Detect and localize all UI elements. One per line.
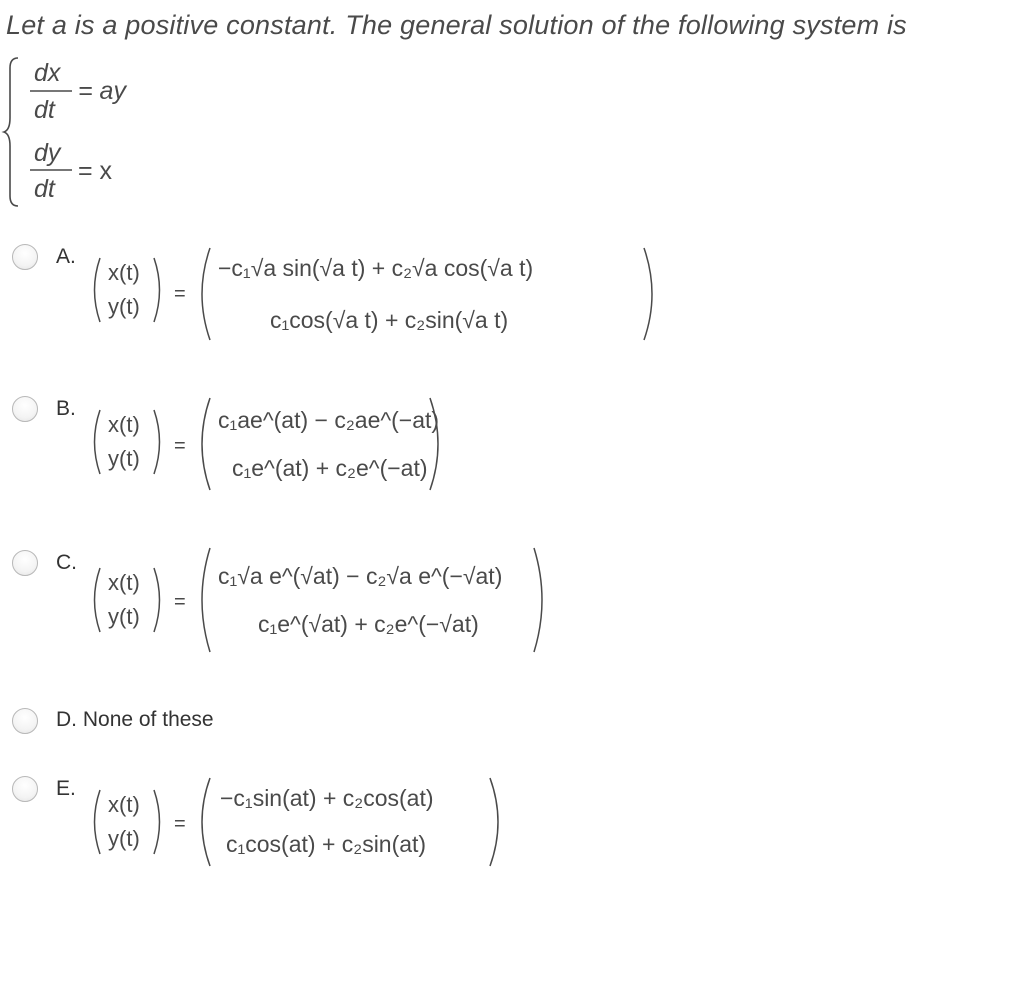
eq1-numerator: dx	[34, 59, 61, 87]
option-c-radio[interactable]	[12, 550, 38, 576]
ode-system	[4, 54, 184, 210]
option-b-y: y(t)	[108, 446, 140, 471]
option-a-x: x(t)	[108, 260, 140, 285]
question-prompt: Let a is a positive constant. The general solution of the following system is	[6, 10, 907, 40]
option-e-row2: c₁cos(at) + c₂sin(at)	[226, 831, 427, 857]
option-e-radio[interactable]	[12, 776, 38, 802]
eq2-denominator: dt	[34, 175, 55, 203]
option-a-radio[interactable]	[12, 244, 38, 270]
option-d-letter: D.	[56, 708, 77, 731]
system-brace	[4, 58, 18, 206]
option-c-letter: C.	[56, 551, 77, 574]
eq1-rhs: = ay	[78, 77, 126, 105]
eq1-denominator: dt	[34, 96, 55, 124]
option-c-y: y(t)	[108, 604, 140, 629]
option-a-y: y(t)	[108, 294, 140, 319]
option-b-equals: =	[174, 435, 186, 457]
option-b-letter: B.	[56, 397, 76, 420]
option-b-radio[interactable]	[12, 396, 38, 422]
option-b-row1: c₁ae^(at) − c₂ae^(−at)	[218, 407, 440, 433]
option-c-equals: =	[174, 591, 186, 613]
option-a-letter: A.	[56, 245, 76, 268]
option-c-row1: c₁√a e^(√at) − c₂√a e^(−√at)	[218, 563, 503, 589]
option-e-equals: =	[174, 813, 186, 835]
option-b-row2: c₁e^(at) + c₂e^(−at)	[232, 455, 428, 481]
equation-1	[30, 59, 127, 124]
option-e-y: y(t)	[108, 826, 140, 851]
option-d-label	[56, 708, 214, 732]
option-a-row2: c₁cos(√a t) + c₂sin(√a t)	[270, 307, 509, 333]
option-b-math	[86, 392, 466, 505]
option-e-row1: −c₁sin(at) + c₂cos(at)	[220, 785, 434, 811]
option-c-math	[86, 546, 566, 661]
option-a-math	[86, 240, 666, 353]
option-a-equals: =	[174, 283, 186, 305]
option-d-radio[interactable]	[12, 708, 38, 734]
eq2-numerator: dy	[34, 139, 61, 167]
equation-2	[30, 139, 113, 203]
option-e-x: x(t)	[108, 792, 140, 817]
option-e-letter: E.	[56, 777, 76, 800]
option-c-row2: c₁e^(√at) + c₂e^(−√at)	[258, 611, 479, 637]
option-c-x: x(t)	[108, 570, 140, 595]
option-e-math	[86, 772, 526, 881]
option-b-x: x(t)	[108, 412, 140, 437]
option-d-text: None of these	[82, 708, 214, 731]
option-a-row1: −c₁√a sin(√a t) + c₂√a cos(√a t)	[218, 255, 534, 281]
eq2-rhs: = x	[78, 157, 113, 185]
